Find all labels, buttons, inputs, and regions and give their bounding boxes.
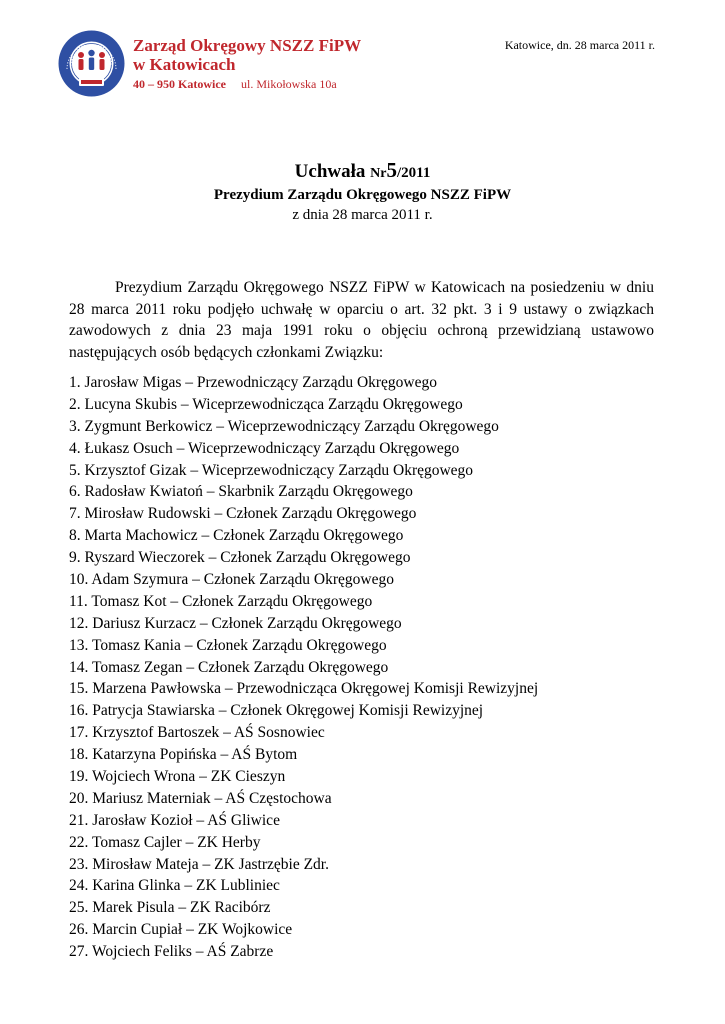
- title-number: 5: [386, 158, 397, 182]
- organization-location: w Katowicach: [133, 55, 236, 74]
- list-item: 5. Krzysztof Gizak – Wiceprzewodniczący Zarządu Okręgowego: [69, 461, 474, 479]
- list-item: 18. Katarzyna Popińska – AŚ Bytom: [69, 746, 298, 764]
- list-item: 17. Krzysztof Bartoszek – AŚ Sosnowiec: [69, 724, 325, 742]
- list-item: 19. Wojciech Wrona – ZK Cieszyn: [69, 768, 286, 786]
- list-item: 9. Ryszard Wieczorek – Członek Zarządu Okręgowego: [69, 549, 411, 567]
- document-title: [0, 158, 725, 186]
- title-word: Uchwała: [294, 161, 366, 182]
- list-item: 12. Dariusz Kurzacz – Członek Zarządu Okręgowego: [69, 614, 402, 632]
- title-nr: Nr: [370, 166, 387, 181]
- document-subtitle: Prezydium Zarządu Okręgowego NSZZ FiPW: [213, 187, 512, 203]
- nszz-emblem-icon: [57, 29, 126, 98]
- title-year: /2011: [396, 165, 431, 181]
- organization-logo: [57, 29, 126, 98]
- list-item: 4. Łukasz Osuch – Wiceprzewodniczący Zarządu Okręgowego: [69, 439, 460, 457]
- organization-name: Zarząd Okręgowy NSZZ FiPW: [133, 36, 362, 55]
- list-item: 27. Wojciech Feliks – AŚ Zabrze: [69, 943, 274, 961]
- list-item: 25. Marek Pisula – ZK Racibórz: [69, 899, 271, 917]
- member-list: [69, 372, 538, 963]
- list-item: 16. Patrycja Stawiarska – Członek Okręgowej Komisji Rewizyjnej: [69, 702, 484, 720]
- list-item: 13. Tomasz Kania – Członek Zarządu Okręgowego: [69, 636, 387, 654]
- list-item: 7. Mirosław Rudowski – Członek Zarządu Okręgowego: [69, 505, 417, 523]
- street-address: ul. Mikołowska 10a: [240, 77, 337, 91]
- list-item: 3. Zygmunt Berkowicz – Wiceprzewodniczący Zarządu Okręgowego: [69, 417, 499, 435]
- list-item: 21. Jarosław Kozioł – AŚ Gliwice: [69, 811, 280, 829]
- list-item: 22. Tomasz Cajler – ZK Herby: [69, 833, 261, 851]
- list-item: 15. Marzena Pawłowska – Przewodnicząca Okręgowej Komisji Rewizyjnej: [69, 680, 539, 698]
- list-item: 14. Tomasz Zegan – Członek Zarządu Okręgowego: [69, 658, 389, 676]
- place-and-date: Katowice, dn. 28 marca 2011 r.: [504, 38, 655, 52]
- postal-code: 40 – 950 Katowice: [133, 77, 226, 91]
- list-item: 24. Karina Glinka – ZK Lubliniec: [69, 877, 280, 895]
- list-item: 1. Jarosław Migas – Przewodniczący Zarządu Okręgowego: [69, 374, 437, 391]
- organization-address: [133, 76, 337, 92]
- intro-paragraph: Prezydium Zarządu Okręgowego NSZZ FiPW w Katowicach na posiedzeniu w dniu 28 marca 2011 roku podjęło uchwałę w oparciu o art. 32 pkt. 3 i 9 ustawy o związkach zawodowych z dnia 23 maja 1991 roku o objęciu ochroną przewidzianą ustawowo następujących osób będących członkami Związku:: [69, 279, 654, 361]
- list-item: 26. Marcin Cupiał – ZK Wojkowice: [69, 921, 293, 939]
- list-item: 23. Mirosław Mateja – ZK Jastrzębie Zdr.: [69, 855, 329, 873]
- list-item: 11. Tomasz Kot – Członek Zarządu Okręgowego: [69, 592, 373, 610]
- list-item: 10. Adam Szymura – Członek Zarządu Okręgowego: [69, 571, 394, 589]
- document-date: z dnia 28 marca 2011 r.: [292, 207, 433, 223]
- list-item: 20. Mariusz Materniak – AŚ Częstochowa: [69, 789, 332, 807]
- list-item: 8. Marta Machowicz – Członek Zarządu Okręgowego: [69, 527, 404, 545]
- list-item: 2. Lucyna Skubis – Wiceprzewodnicząca Zarządu Okręgowego: [69, 395, 463, 413]
- list-item: 6. Radosław Kwiatoń – Skarbnik Zarządu Okręgowego: [69, 483, 413, 501]
